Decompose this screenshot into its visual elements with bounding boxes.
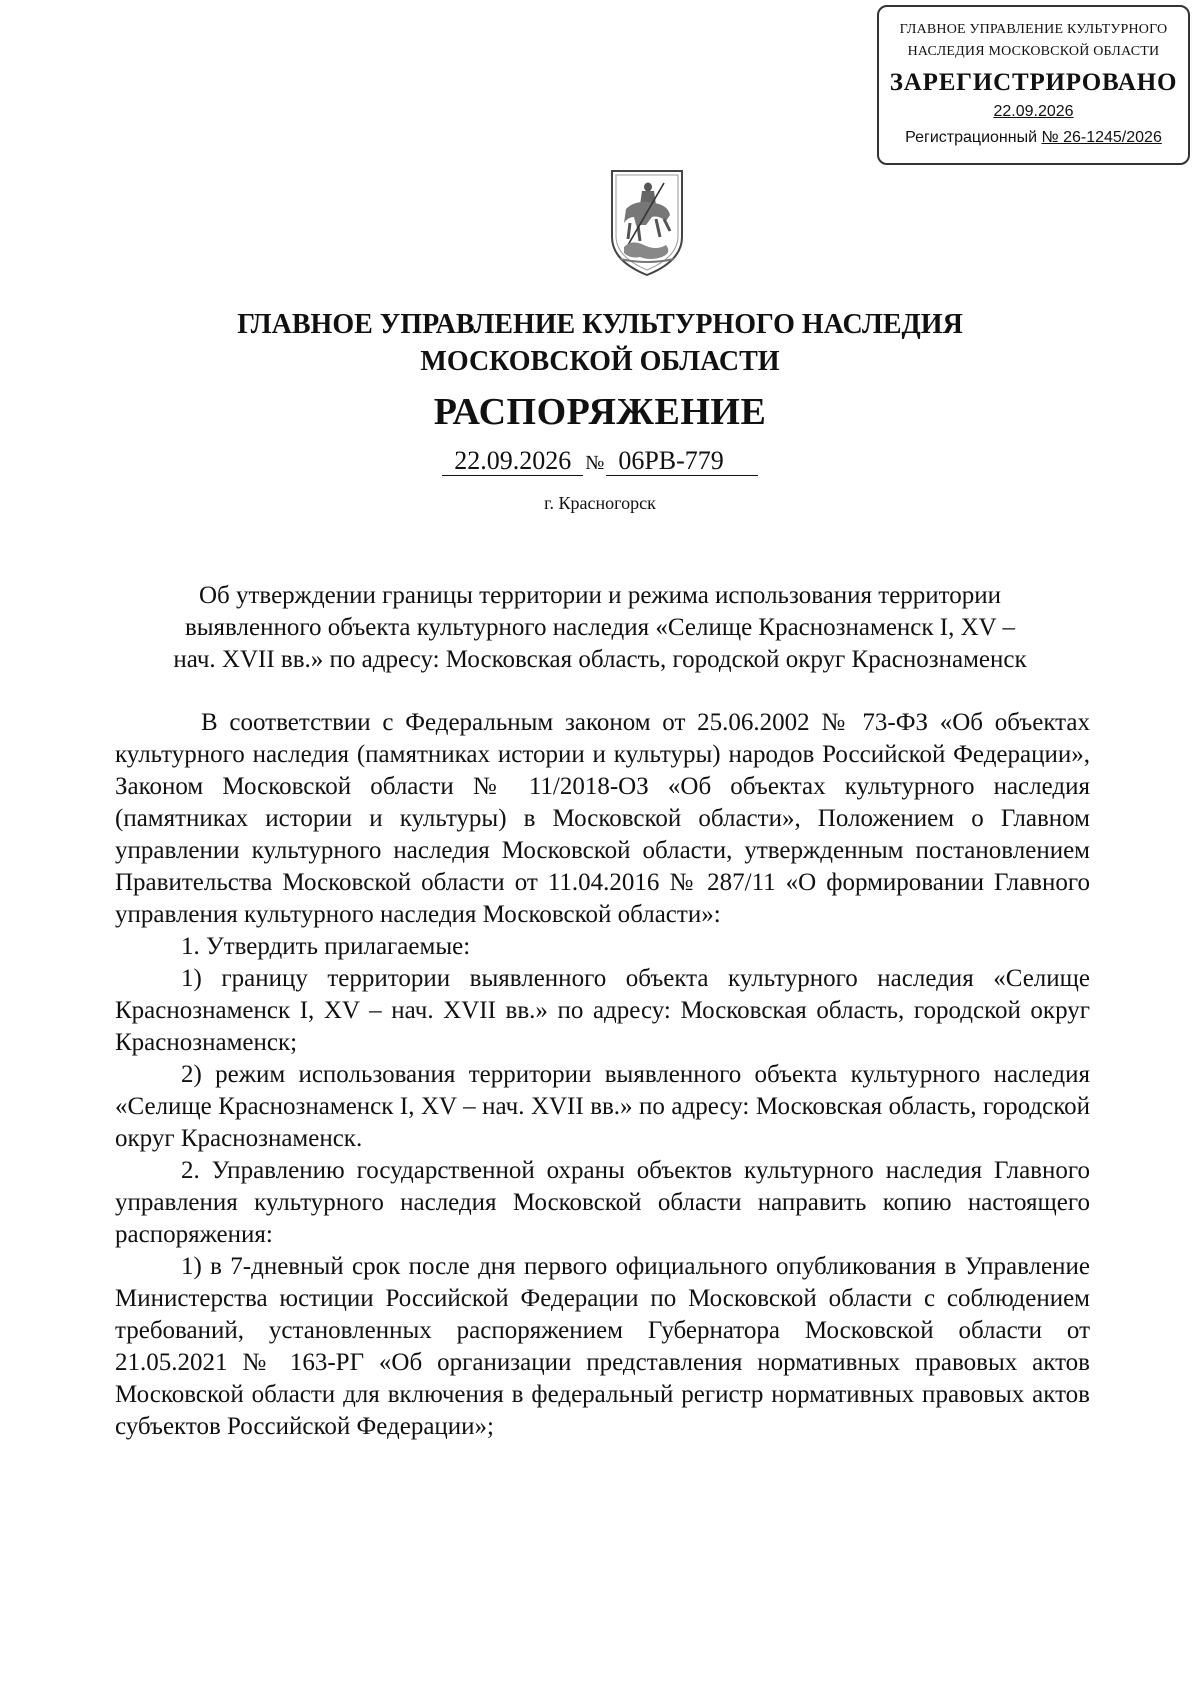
- document-body: [115, 707, 1090, 1443]
- clause-1-1: 1) границу территории выявленного объекта культурного наследия «Селище Краснознаменск I, XV – нач. XVII вв.» по адресу: Московская область, городской округ Краснознаменск;: [115, 965, 1090, 1056]
- subject-line1: Об утверждении границы территории и режима использования территории: [198, 582, 1002, 609]
- moscow-oblast-coat-of-arms-icon: [606, 165, 688, 281]
- document-number: 06РВ-779: [606, 447, 757, 476]
- clause-2-1: 1) в 7-дневный срок после дня первого официального опубликования в Управление Министерства юстиции Российской Федерации по Московской области с соблюдением требований, установленных распоряжением Губернатора Московской области от 21.05.2021 № 163-РГ «Об организации представления нормативных правовых актов Московской области для включения в федеральный регистр нормативных правовых актов субъектов Российской Федерации»;: [115, 1253, 1090, 1440]
- stamp-date: 22.09.2026: [993, 103, 1074, 120]
- stamp-org-line2: НАСЛЕДИЯ МОСКОВСКОЙ ОБЛАСТИ: [907, 44, 1160, 59]
- stamp-org-name: [879, 17, 1188, 65]
- number-sign: №: [585, 452, 605, 474]
- document-subject: [110, 580, 1090, 676]
- clause-2: 2. Управлению государственной охраны объектов культурного наследия Главного управления культурного наследия Московской области направить копию настоящего распоряжения:: [115, 1157, 1090, 1248]
- document-city: г. Красногорск: [544, 493, 656, 513]
- subject-line3: нач. XVII вв.» по адресу: Московская область, городской округ Краснознаменск: [173, 646, 1027, 673]
- stamp-status: ЗАРЕГИСТРИРОВАНО: [889, 69, 1178, 96]
- document-type: РАСПОРЯЖЕНИЕ: [433, 391, 767, 433]
- stamp-reg-value: № 26-1245/2026: [1041, 129, 1162, 146]
- registration-stamp: [877, 5, 1190, 165]
- document-date-number: [0, 446, 1200, 476]
- stamp-reg-label: Регистрационный: [905, 129, 1038, 146]
- preamble-paragraph: В соответствии с Федеральным законом от 25.06.2002 № 73-ФЗ «Об объектах культурного наследия (памятниках истории и культуры) народов Российской Федерации», Законом Московской области № 11/2018-ОЗ «Об объектах культурного наследия (памятниках истории и культуры) в Московской области», Положением о Главном управлении культурного наследия Московской области, утвержденным постановлением Правительства Московской области от 11.04.2016 № 287/11 «О формировании Главного управления культурного наследия Московской области»:: [115, 709, 1090, 928]
- clause-1-2: 2) режим использования территории выявленного объекта культурного наследия «Селище Краснознаменск I, XV – нач. XVII вв.» по адресу: Московская область, городской округ Краснознаменск.: [115, 1061, 1090, 1152]
- stamp-org-line1: ГЛАВНОЕ УПРАВЛЕНИЕ КУЛЬТУРНОГО: [899, 22, 1168, 37]
- org-title-line2: МОСКОВСКОЙ ОБЛАСТИ: [420, 346, 780, 377]
- subject-line2: выявленного объекта культурного наследия «Селище Краснознаменск I, XV –: [184, 614, 1016, 641]
- org-title-line1: ГЛАВНОЕ УПРАВЛЕНИЕ КУЛЬТУРНОГО НАСЛЕДИЯ: [237, 309, 963, 340]
- clause-1: 1. Утвердить прилагаемые:: [181, 933, 471, 960]
- issuing-organization: [0, 306, 1200, 380]
- document-date: 22.09.2026: [442, 447, 583, 476]
- stamp-reg-number: [879, 129, 1188, 147]
